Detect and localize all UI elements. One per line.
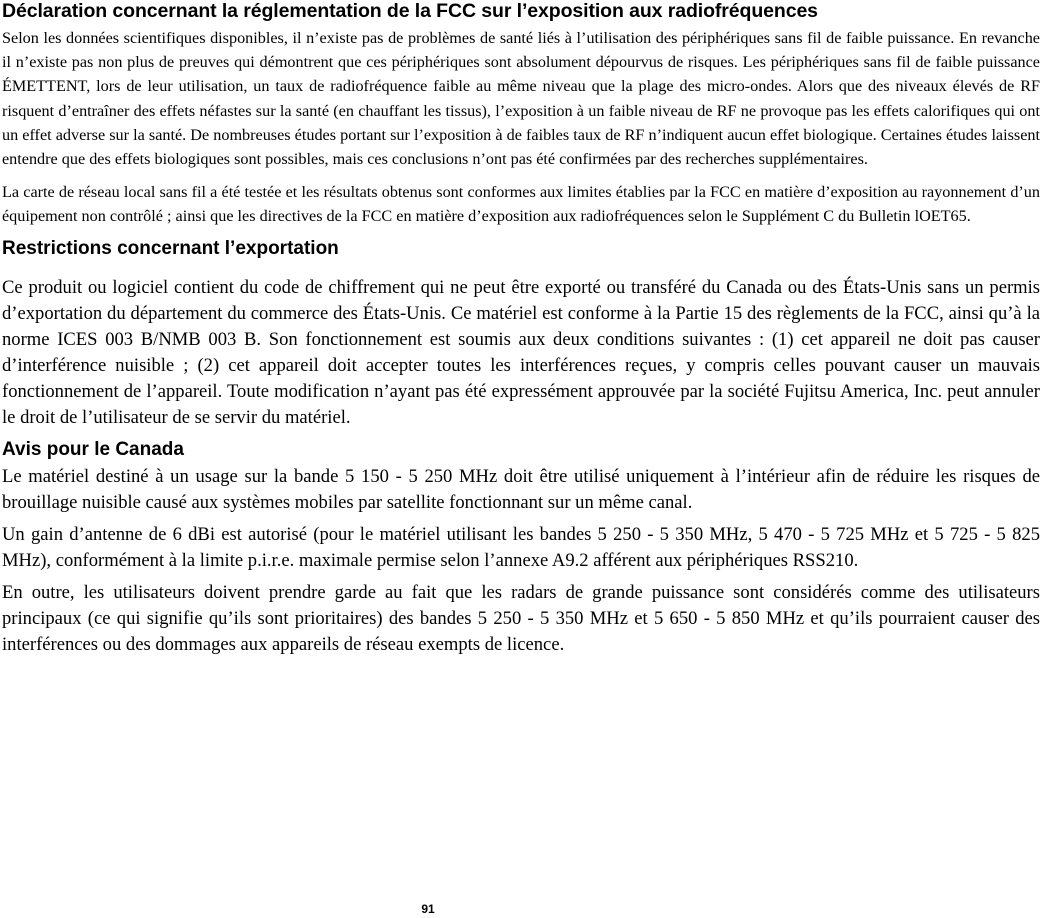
section-title-canada-notice: Avis pour le Canada (2, 438, 184, 460)
section-title-export-restrictions: Restrictions concernant l’exportation (2, 237, 339, 259)
paragraph-export-encryption: Ce produit ou logiciel contient du code de chiffrement qui ne peut être exporté ou transféré du Canada ou des États-Unis sans un permis d’exportation du département du commerce des États-Unis. Ce matériel est conforme à la Partie 15 des règlements de la FCC, ainsi qu’à la norme ICES 003 B/NMB 003 B. Son fonctionnement est soumis aux deux conditions suivantes : (1) cet appareil ne doit pas causer d’interférence nuisible ; (2) cet appareil doit accepter toutes les interférences reçues, y compris celles pouvant causer un mauvais fonctionnement de l’appareil. Toute modification n’ayant pas été expressément approuvée par la société Fujitsu America, Inc. peut annuler le droit de l’utilisateur de se servir du matériel. (2, 276, 1040, 428)
paragraph-wlan-card-tested: La carte de réseau local sans fil a été testée et les résultats obtenus sont conformes aux limites établies par la FCC en matière d’exposition au rayonnement d’un équipement non contrôlé ; ainsi que les directives de la FCC en matière d’exposition aux radiofréquences selon le Supplément C du Bulletin lOET65. (2, 183, 1040, 226)
paragraph-rf-scientific-data: Selon les données scientifiques disponibles, il n’existe pas de problèmes de santé liés à l’utilisation des périphériques sans fil de faible puissance. En revanche il n’existe pas non plus de preuves qui démontrent que ces périphériques sont absolument dépourvus de risques. Les périphériques sans fil de faible puissance ÉMETTENT, lors de leur utilisation, un taux de radiofréquence faible au même niveau que la plage des micro-ondes. Alors que des niveaux élevés de RF risquent d’entraîner des effets néfastes sur la santé (en chauffant les tissus), l’exposition à un faible niveau de RF ne provoque pas les effets calorifiques qui ont un effet adverse sur la santé. De nombreuses études portant sur l’exposition à de faibles taux de RF n’indiquent aucun effet biologique. Certaines études laissent entendre que des effets biologiques sont possibles, mais ces conclusions n’ont pas été confirmées par des recherches supplémentaires. (2, 29, 1040, 169)
document-page (2, 0, 1040, 658)
page-number: 91 (421, 902, 435, 916)
section-title-fcc-rf-exposure: Déclaration concernant la réglementation de la FCC sur l’exposition aux radiofréquences (2, 0, 818, 22)
paragraph-high-power-radars: En outre, les utilisateurs doivent prendre garde au fait que les radars de grande puissance sont considérés comme des utilisateurs principaux (ce qui signifie qu’ils sont prioritaires) des bandes 5 250 - 5 350 MHz et 5 650 - 5 850 MHz et qu’ils pourraient causer des interférences ou des dommages aux appareils de réseau exempts de licence. (2, 581, 1040, 655)
paragraph-antenna-gain: Un gain d’antenne de 6 dBi est autorisé (pour le matériel utilisant les bandes 5 250 - 5 350 MHz, 5 470 - 5 725 MHz et 5 725 - 5 825 MHz), conformément à la limite p.i.r.e. maximale permise selon l’annexe A9.2 afférent aux périphériques RSS210. (2, 523, 1040, 571)
paragraph-5150-band-indoor: Le matériel destiné à un usage sur la bande 5 150 - 5 250 MHz doit être utilisé uniquement à l’intérieur afin de réduire les risques de brouillage nuisible causé aux systèmes mobiles par satellite fonctionnant sur un même canal. (2, 465, 1040, 513)
